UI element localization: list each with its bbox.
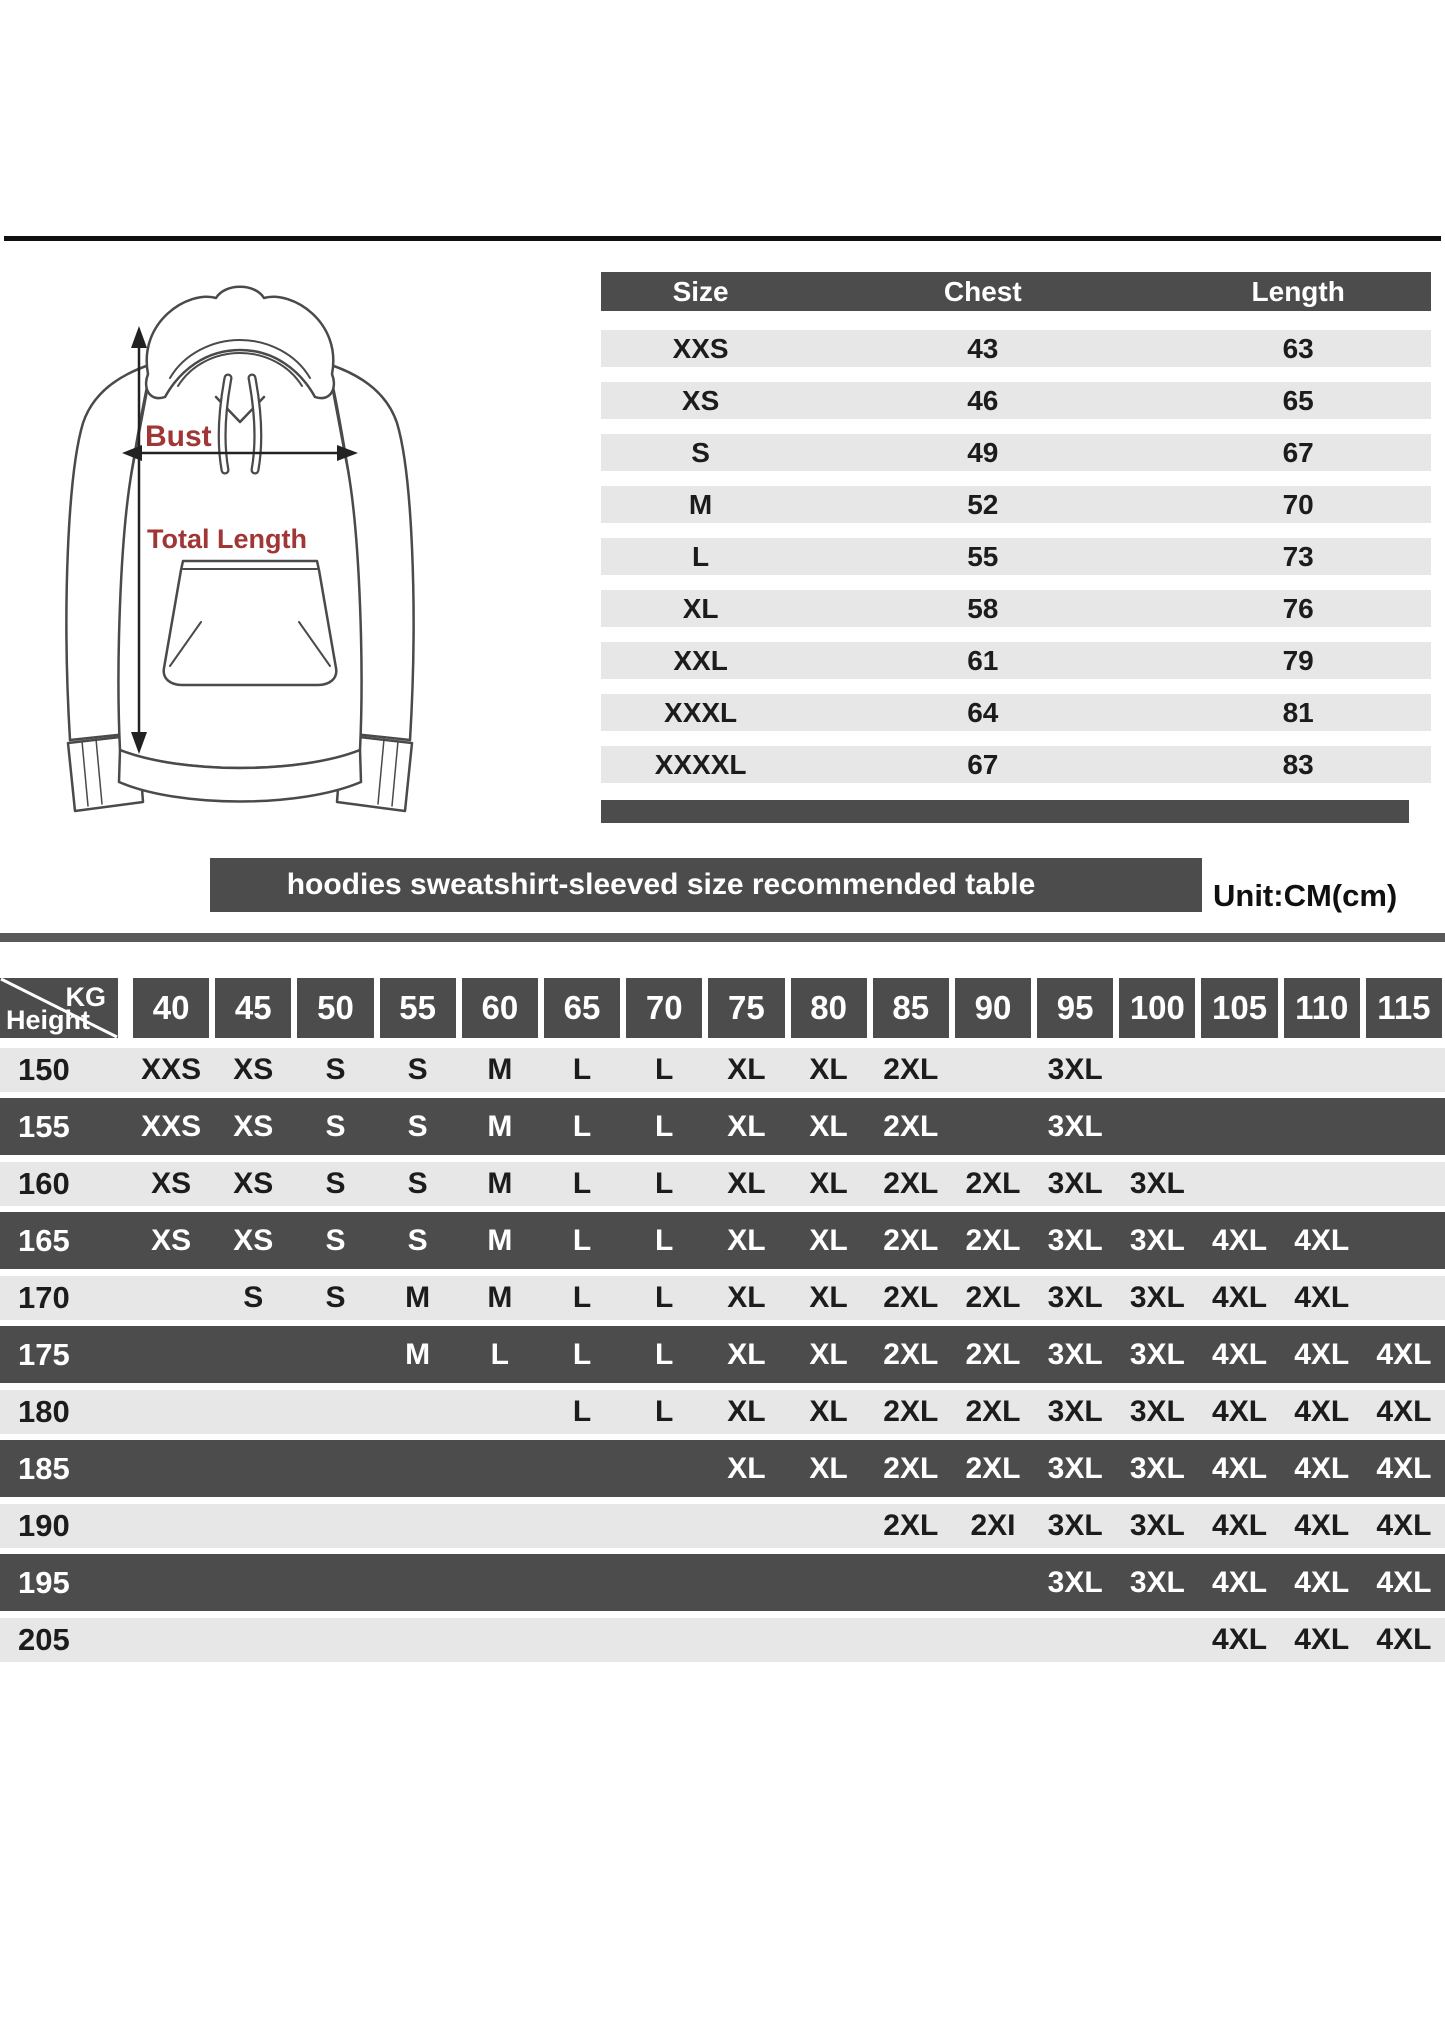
banner-title: hoodies sweatshirt-sleeved size recommended table — [286, 868, 1036, 901]
table-cell: 55 — [967, 540, 999, 572]
matrix-size-cell: 3XL — [1047, 1451, 1103, 1485]
matrix-row — [0, 1041, 1445, 1098]
matrix-corner-cell — [0, 978, 130, 1038]
matrix-size-cell: 2XL — [883, 1223, 939, 1257]
weight-header-cell: 115 — [1366, 978, 1442, 1038]
matrix-size-cell: 3XL — [1047, 1109, 1103, 1143]
matrix-size-cell: 4XL — [1212, 1565, 1268, 1599]
weight-header-cell: 110 — [1284, 978, 1360, 1038]
matrix-size-cell: 3XL — [1129, 1281, 1185, 1314]
matrix-size-cell: 3XL — [1047, 1167, 1103, 1200]
matrix-size-cell: XS — [151, 1223, 192, 1257]
matrix-size-cell: XL — [727, 1337, 766, 1371]
matrix-size-cell: L — [655, 1281, 674, 1314]
matrix-size-cell: XL — [727, 1167, 766, 1200]
weight-header-cell: 55 — [380, 978, 456, 1038]
recommend-table-banner — [210, 858, 1202, 912]
table-cell: L — [692, 540, 710, 572]
matrix-size-cell: 3XL — [1129, 1395, 1185, 1428]
matrix-size-cell: S — [243, 1281, 264, 1314]
matrix-size-cell: 2XI — [970, 1509, 1016, 1542]
height-label: 180 — [18, 1394, 70, 1429]
matrix-size-cell: 4XL — [1294, 1223, 1350, 1257]
matrix-size-cell: 4XL — [1212, 1395, 1268, 1428]
height-label: 175 — [18, 1336, 70, 1372]
bust-label: Bust — [145, 420, 212, 453]
matrix-size-cell: 3XL — [1129, 1509, 1185, 1542]
matrix-row — [0, 1155, 1445, 1212]
matrix-size-cell: M — [487, 1281, 513, 1314]
table-row — [601, 382, 1431, 419]
table-cell: 79 — [1282, 644, 1314, 676]
table-cell: XL — [682, 592, 719, 624]
height-weight-size-matrix — [0, 978, 1445, 1668]
matrix-row — [0, 1383, 1445, 1440]
top-divider — [4, 236, 1441, 241]
matrix-size-cell: 3XL — [1047, 1337, 1103, 1371]
matrix-size-cell: XS — [233, 1167, 274, 1200]
matrix-size-cell: L — [572, 1337, 592, 1371]
table-cell: S — [691, 436, 710, 468]
height-label: 195 — [18, 1564, 70, 1600]
matrix-row — [0, 1098, 1445, 1155]
table-cell: 49 — [967, 436, 999, 468]
table-row — [601, 538, 1431, 575]
height-label: 160 — [18, 1166, 70, 1201]
weight-header-cell: 85 — [873, 978, 949, 1038]
matrix-size-cell: 3XL — [1129, 1565, 1185, 1599]
matrix-size-cell: XL — [809, 1337, 848, 1371]
matrix-size-cell: 2XL — [883, 1053, 939, 1086]
matrix-size-cell: XS — [233, 1053, 274, 1086]
matrix-size-cell: XL — [727, 1451, 766, 1485]
matrix-size-cell: 2XL — [883, 1395, 939, 1428]
size-table-footer-bar — [601, 800, 1409, 823]
matrix-size-cell: M — [405, 1337, 431, 1371]
matrix-size-cell: L — [572, 1223, 592, 1257]
matrix-row — [0, 1440, 1445, 1497]
section-divider — [0, 933, 1445, 942]
matrix-size-cell: S — [325, 1223, 346, 1257]
matrix-size-cell: 3XL — [1047, 1395, 1103, 1428]
matrix-size-cell: 4XL — [1376, 1337, 1432, 1371]
weight-header-cell: 95 — [1037, 978, 1113, 1038]
table-cell: 43 — [967, 332, 999, 364]
table-cell: 46 — [967, 384, 999, 416]
matrix-size-cell: 2XL — [965, 1281, 1021, 1314]
table-cell: XXXXL — [654, 748, 747, 780]
table-cell: 65 — [1282, 384, 1314, 416]
matrix-size-cell: 2XL — [883, 1281, 939, 1314]
matrix-size-cell: 4XL — [1294, 1281, 1350, 1314]
matrix-body — [0, 1041, 1445, 1668]
matrix-size-cell: 4XL — [1212, 1223, 1268, 1257]
table-cell: 67 — [967, 748, 999, 780]
matrix-size-cell: L — [655, 1395, 674, 1428]
matrix-size-cell: XS — [151, 1167, 192, 1200]
height-label: 165 — [18, 1222, 70, 1258]
matrix-size-cell: 4XL — [1294, 1451, 1350, 1485]
matrix-size-cell: 4XL — [1294, 1623, 1350, 1656]
size-column-header: Size — [672, 275, 729, 307]
table-cell: XXXL — [664, 696, 738, 728]
matrix-size-cell: L — [655, 1337, 674, 1371]
matrix-size-cell: L — [572, 1281, 592, 1314]
matrix-size-cell: XL — [809, 1053, 848, 1086]
matrix-size-cell: 3XL — [1129, 1337, 1185, 1371]
matrix-size-cell: L — [655, 1053, 674, 1086]
matrix-size-cell: 4XL — [1212, 1623, 1268, 1656]
matrix-size-cell: XL — [727, 1281, 766, 1314]
matrix-size-cell: L — [572, 1053, 592, 1086]
matrix-size-cell: 4XL — [1212, 1451, 1268, 1485]
weight-header-cell: 65 — [544, 978, 620, 1038]
matrix-size-cell: XS — [233, 1223, 274, 1257]
matrix-size-cell: 2XL — [883, 1167, 939, 1200]
table-row — [601, 590, 1431, 627]
matrix-size-cell: 2XL — [883, 1451, 939, 1485]
weight-header-cell: 45 — [215, 978, 291, 1038]
table-row — [601, 330, 1431, 367]
matrix-size-cell: XL — [809, 1451, 848, 1485]
matrix-size-cell: M — [487, 1167, 513, 1200]
table-cell: 73 — [1282, 540, 1314, 572]
matrix-size-cell: XL — [809, 1167, 848, 1200]
table-row — [601, 694, 1431, 731]
matrix-size-cell: 3XL — [1047, 1509, 1103, 1542]
table-row — [601, 434, 1431, 471]
matrix-row — [0, 1497, 1445, 1554]
matrix-row — [0, 1554, 1445, 1611]
table-cell: 70 — [1282, 488, 1314, 520]
table-cell: XXS — [672, 332, 729, 364]
table-cell: 81 — [1282, 696, 1314, 728]
matrix-size-cell: XL — [809, 1281, 848, 1314]
weight-header-cell: 105 — [1201, 978, 1277, 1038]
matrix-size-cell: 4XL — [1376, 1565, 1432, 1599]
matrix-size-cell: 4XL — [1294, 1337, 1350, 1371]
matrix-size-cell: 3XL — [1047, 1281, 1103, 1314]
unit-label: Unit:CM(cm) — [1213, 878, 1398, 913]
table-cell: XS — [681, 384, 720, 416]
size-table — [601, 272, 1431, 823]
matrix-row — [0, 1269, 1445, 1326]
size-table-header — [601, 272, 1431, 311]
matrix-size-cell: 2XL — [965, 1451, 1021, 1485]
weight-header-cell: 100 — [1119, 978, 1195, 1038]
matrix-size-cell: XL — [727, 1395, 766, 1428]
matrix-size-cell: L — [655, 1223, 674, 1257]
matrix-size-cell: L — [655, 1109, 674, 1143]
table-cell: 83 — [1282, 748, 1314, 780]
matrix-size-cell: 3XL — [1047, 1223, 1103, 1257]
matrix-size-cell: XL — [809, 1109, 848, 1143]
matrix-size-cell: 4XL — [1376, 1509, 1432, 1542]
height-label: 155 — [18, 1108, 70, 1144]
height-label: 150 — [18, 1052, 70, 1087]
matrix-size-cell: 3XL — [1129, 1223, 1185, 1257]
matrix-size-cell: S — [325, 1167, 346, 1200]
matrix-size-cell: L — [655, 1167, 674, 1200]
matrix-size-cell: 4XL — [1294, 1509, 1350, 1542]
matrix-size-cell: 4XL — [1212, 1509, 1268, 1542]
weight-header-cell: 75 — [708, 978, 784, 1038]
matrix-size-cell: S — [407, 1053, 428, 1086]
matrix-row — [0, 1611, 1445, 1668]
table-cell: M — [688, 488, 713, 520]
matrix-size-cell: 4XL — [1376, 1623, 1432, 1656]
table-cell: 64 — [967, 696, 999, 728]
weight-header-cell: 80 — [791, 978, 867, 1038]
matrix-size-cell: M — [405, 1281, 431, 1314]
matrix-size-cell: 4XL — [1376, 1451, 1432, 1485]
matrix-size-cell: 3XL — [1129, 1451, 1185, 1485]
matrix-size-cell: 4XL — [1212, 1281, 1268, 1314]
matrix-size-cell: XL — [727, 1053, 766, 1086]
table-cell: 61 — [967, 644, 999, 676]
length-column-header: Length — [1251, 275, 1345, 307]
matrix-size-cell: XL — [809, 1223, 848, 1257]
matrix-size-cell: S — [407, 1223, 428, 1257]
table-cell: 52 — [967, 488, 999, 520]
table-cell: XXL — [673, 644, 728, 676]
height-label: 190 — [18, 1508, 70, 1543]
matrix-size-cell: XL — [727, 1223, 766, 1257]
matrix-size-cell: XS — [233, 1109, 274, 1143]
total-length-label: Total Length — [147, 524, 307, 554]
matrix-size-cell: M — [487, 1223, 513, 1257]
matrix-size-cell: 4XL — [1212, 1337, 1268, 1371]
size-table-body — [601, 330, 1431, 783]
matrix-size-cell: 4XL — [1294, 1565, 1350, 1599]
matrix-size-cell: 3XL — [1047, 1053, 1103, 1086]
table-cell: 76 — [1282, 592, 1314, 624]
matrix-row — [0, 1326, 1445, 1383]
corner-kg-label: KG — [65, 982, 106, 1012]
table-row — [601, 746, 1431, 783]
height-label: 205 — [18, 1622, 70, 1657]
matrix-size-cell: L — [490, 1337, 509, 1371]
weight-header-cell: 50 — [297, 978, 373, 1038]
hoodie-line-art-icon — [20, 278, 460, 858]
matrix-size-cell: M — [487, 1053, 513, 1086]
matrix-size-cell: M — [487, 1109, 513, 1143]
matrix-size-cell: 2XL — [965, 1337, 1021, 1371]
matrix-size-cell: L — [572, 1167, 592, 1200]
matrix-size-cell: 2XL — [965, 1223, 1021, 1257]
height-label: 185 — [18, 1450, 70, 1486]
weight-header-cell: 70 — [626, 978, 702, 1038]
weight-header-cell: 90 — [955, 978, 1031, 1038]
matrix-size-cell: 4XL — [1294, 1395, 1350, 1428]
table-row — [601, 642, 1431, 679]
matrix-size-cell: S — [325, 1281, 346, 1314]
height-label: 170 — [18, 1280, 70, 1315]
matrix-size-cell: 2XL — [965, 1167, 1021, 1200]
matrix-size-cell: 4XL — [1376, 1395, 1432, 1428]
matrix-size-cell: XL — [727, 1109, 766, 1143]
matrix-header-row — [0, 978, 1445, 1038]
matrix-size-cell: 2XL — [883, 1337, 939, 1371]
table-cell: 58 — [967, 592, 999, 624]
matrix-size-cell: 3XL — [1047, 1565, 1103, 1599]
matrix-size-cell: XXS — [141, 1053, 202, 1086]
table-row — [601, 486, 1431, 523]
matrix-size-cell: 3XL — [1129, 1167, 1185, 1200]
matrix-size-cell: S — [325, 1109, 346, 1143]
matrix-size-cell: L — [572, 1395, 592, 1428]
chest-column-header: Chest — [943, 275, 1022, 307]
matrix-row — [0, 1212, 1445, 1269]
hoodie-diagram — [20, 278, 460, 858]
matrix-size-cell: XL — [809, 1395, 848, 1428]
matrix-size-cell: 2XL — [965, 1395, 1021, 1428]
matrix-size-cell: S — [407, 1167, 428, 1200]
matrix-size-cell: 2XL — [883, 1509, 939, 1542]
matrix-size-cell: 2XL — [883, 1109, 939, 1143]
corner-height-label: Height — [6, 1005, 90, 1035]
weight-header-cell: 60 — [462, 978, 538, 1038]
matrix-size-cell: S — [325, 1053, 346, 1086]
matrix-size-cell: XXS — [141, 1109, 202, 1143]
kg-height-corner — [0, 978, 118, 1038]
table-cell: 63 — [1282, 332, 1314, 364]
matrix-size-cell: S — [407, 1109, 428, 1143]
table-cell: 67 — [1282, 436, 1314, 468]
weight-header-cell: 40 — [133, 978, 209, 1038]
matrix-size-cell: L — [572, 1109, 592, 1143]
